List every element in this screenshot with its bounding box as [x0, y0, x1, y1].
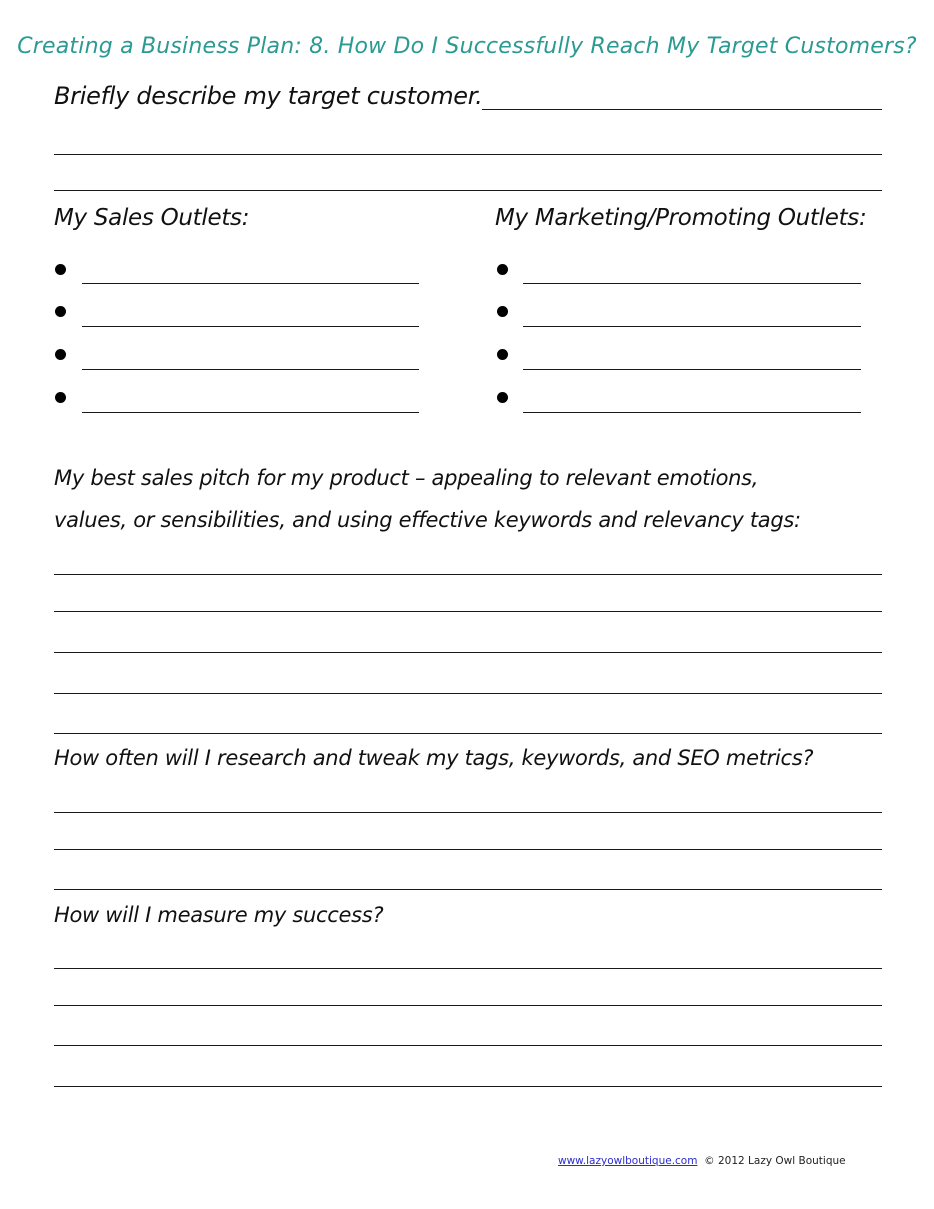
- sales-outlet-line-1[interactable]: [82, 283, 419, 284]
- success-line-1[interactable]: [54, 968, 882, 969]
- sales-pitch-prompt-line-2: values, or sensibilities, and using effective keywords and relevancy tags:: [54, 508, 801, 532]
- seo-prompt: How often will I research and tweak my tags, keywords, and SEO metrics?: [54, 746, 814, 770]
- success-line-2[interactable]: [54, 1005, 882, 1006]
- bullet-icon: [55, 306, 66, 317]
- bullet-icon: [55, 349, 66, 360]
- success-line-4[interactable]: [54, 1086, 882, 1087]
- sales-pitch-prompt-line-1: My best sales pitch for my product – appealing to relevant emotions,: [54, 466, 759, 490]
- sales-pitch-line-5[interactable]: [54, 733, 882, 734]
- bullet-icon: [55, 392, 66, 403]
- bullet-icon: [497, 264, 508, 275]
- sales-outlet-line-4[interactable]: [82, 412, 419, 413]
- bullet-icon: [497, 349, 508, 360]
- seo-line-3[interactable]: [54, 889, 882, 890]
- sales-outlet-line-3[interactable]: [82, 369, 419, 370]
- success-prompt: How will I measure my success?: [54, 903, 384, 927]
- success-line-3[interactable]: [54, 1045, 882, 1046]
- marketing-outlet-line-1[interactable]: [523, 283, 861, 284]
- website-link[interactable]: www.lazyowlboutique.com: [558, 1155, 698, 1167]
- page-title: Creating a Business Plan: 8. How Do I Successfully Reach My Target Customers?: [17, 34, 917, 59]
- target-customer-answer-line-3[interactable]: [54, 190, 882, 191]
- footer: [558, 1155, 846, 1167]
- target-customer-answer-line-2[interactable]: [54, 154, 882, 155]
- bullet-icon: [55, 264, 66, 275]
- seo-line-2[interactable]: [54, 849, 882, 850]
- marketing-outlet-line-2[interactable]: [523, 326, 861, 327]
- target-customer-answer-line-1[interactable]: [482, 109, 882, 110]
- sales-pitch-line-3[interactable]: [54, 652, 882, 653]
- sales-pitch-line-4[interactable]: [54, 693, 882, 694]
- target-customer-prompt: Briefly describe my target customer.: [54, 82, 483, 110]
- sales-outlet-line-2[interactable]: [82, 326, 419, 327]
- sales-outlets-heading: My Sales Outlets:: [54, 205, 250, 231]
- sales-pitch-line-2[interactable]: [54, 611, 882, 612]
- marketing-outlets-heading: My Marketing/Promoting Outlets:: [495, 205, 867, 231]
- sales-pitch-line-1[interactable]: [54, 574, 882, 575]
- marketing-outlet-line-4[interactable]: [523, 412, 861, 413]
- seo-line-1[interactable]: [54, 812, 882, 813]
- marketing-outlet-line-3[interactable]: [523, 369, 861, 370]
- copyright-text: © 2012 Lazy Owl Boutique: [704, 1155, 846, 1167]
- bullet-icon: [497, 306, 508, 317]
- bullet-icon: [497, 392, 508, 403]
